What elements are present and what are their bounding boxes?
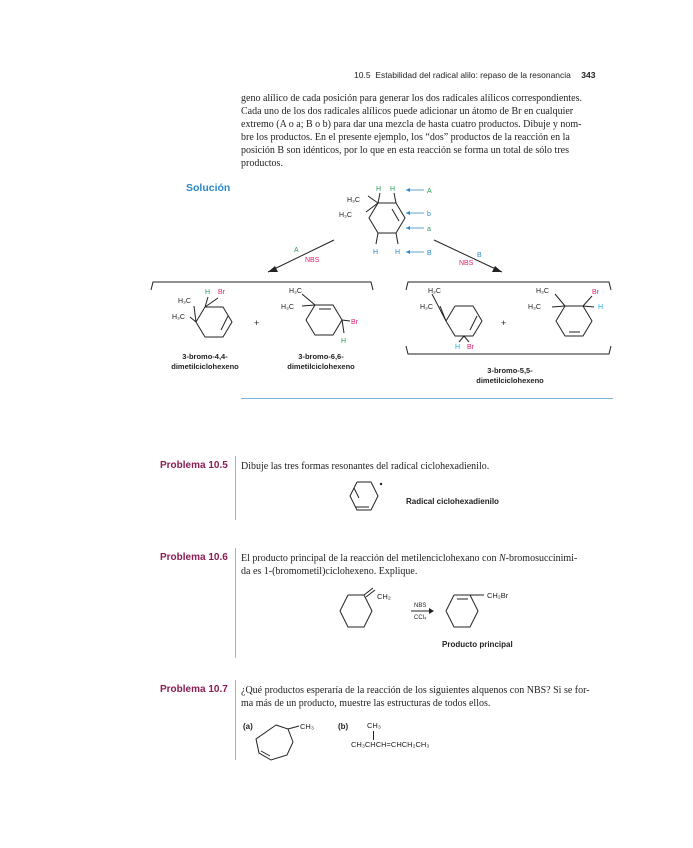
p1-h3c-2: H₃C [172,314,185,321]
ch3-label-a: CH₃ [300,722,314,731]
reagent-top: NBS [414,603,427,609]
p2-h3c-1: H₃C [289,288,302,295]
section-title: Estabilidad del radical alilo: repaso de la resonancia [375,70,571,80]
alkene-chain: CH₃CHCH=CHCH₂CH₃ [351,740,430,749]
italic-n: N [498,553,506,564]
problem-line: ¿Qué productos esperaría de la reacción de los siguientes alquenos con NBS? Si se for- [241,685,590,696]
p4-h3c-1: H₃C [536,288,549,295]
intro-line: bre los productos. En el presente ejemplo, los “dos” productos de la reacción en la [241,132,570,143]
text-part: El producto principal de la reacción del metilenciclohexano con [241,553,499,564]
part-a-label: (a) [243,722,253,731]
name-product-1 [150,352,260,372]
section-number: 10.5 [354,70,371,80]
problem-label: Problema 10.5 [160,460,228,471]
page-number: 343 [581,70,596,80]
p4-h3c-2: H₃C [528,304,541,311]
name-product-2 [266,352,376,372]
radical-dot [380,483,382,485]
p3-br: Br [467,344,474,351]
p2-h: H [341,338,347,345]
cycloheptene-structure [250,716,330,766]
p2-h3c-2: H₃C [281,304,294,311]
start-h3c-2: H₃C [339,212,352,219]
p3-h3c-1: H₃C [428,288,441,295]
intro-line: productos. [241,158,283,169]
problem-rule [235,680,236,760]
p2-br: Br [351,319,358,326]
marker-A-upper: A [427,188,432,195]
start-h-b2: H [395,249,401,256]
name-line: 3-bromo-5,5- [487,366,533,375]
marker-B-upper: B [427,250,432,257]
start-h-a1: H [376,186,382,193]
problem-rule [235,548,236,658]
marker-a-lower: a [427,226,431,233]
problem-text [241,684,613,710]
intro-line: geno alílico de cada posición para generar los dos radicales alílicos correspondientes. [241,93,582,104]
problem-line: ma más de un producto, muestre las estructuras de todos ellos. [241,698,491,709]
start-h-a2: H [390,186,396,193]
solution-label: Solución [186,182,231,194]
start-h3c-1: H₃C [347,197,360,204]
plus-right: + [501,318,507,328]
name-line: dimetilciclohexeno [476,376,544,385]
arrow-left-reagent: NBS [305,257,320,264]
product3-ring [446,306,482,336]
p1-h: H [205,289,211,296]
p4-br: Br [592,289,599,296]
name-line: 3-bromo-4,4- [182,352,228,361]
problem-text [241,552,613,578]
name-line: dimetilciclohexeno [171,362,239,371]
part-b-label: (b) [338,722,349,731]
marker-b-lower: b [427,211,431,218]
reagent-bottom: CCl₄ [414,615,427,621]
methylenecyclohexane-reaction [330,586,530,636]
ch3-label-b: CH₃ [367,721,381,730]
p3-h: H [455,344,461,351]
name-line: 3-bromo-6,6- [298,352,344,361]
intro-line: extremo (A o a; B o b) para dar una mezcla de hasta cuatro productos. Dibuje y nom- [241,119,582,130]
problem-rule [235,456,236,520]
radical-caption: Radical ciclohexadienilo [406,497,499,506]
product1-ring [196,307,232,337]
p1-h3c-1: H₃C [178,298,191,305]
name-line: dimetilciclohexeno [287,362,355,371]
cyclohexadienyl-structure [340,476,390,520]
reaction-scheme [0,0,693,400]
problem-line: da es 1-(bromometil)ciclohexeno. Explique. [241,566,418,577]
ch2-label: CH₂ [377,592,391,601]
problem-line: Dibuje las tres formas resonantes del radical ciclohexadienilo. [241,461,490,472]
problem-label: Problema 10.6 [160,552,228,563]
problem-text [241,460,613,473]
name-product-3 [455,366,565,386]
intro-line: posición B son idénticos, por lo que en esta reacción se forma un total de sólo tres [241,145,569,156]
start-h-b1: H [373,249,379,256]
problem-label: Problema 10.7 [160,684,228,695]
start-ring [369,203,405,233]
arrow-right-reagent: NBS [459,260,474,267]
p4-h: H [598,304,604,311]
problem-line [241,552,613,565]
p1-br: Br [218,289,225,296]
ch2br-label: CH₂Br [487,591,509,600]
section-divider [241,398,613,399]
bromomethylcyclohexene-ring [446,595,478,627]
p3-h3c-2: H₃C [420,304,433,311]
intro-line: Cada uno de los dos radicales alílicos puede adicionar un átomo de Br en cualquier [241,106,574,117]
product-caption: Producto principal [442,640,513,649]
methylenecyclohexane-ring [340,595,372,627]
branch-bond [373,731,374,740]
text-part: -bromosuccinimi- [505,553,578,564]
arrow-right-label: B [477,252,482,259]
arrow-left-label: A [294,247,299,254]
plus-left: + [254,318,260,328]
